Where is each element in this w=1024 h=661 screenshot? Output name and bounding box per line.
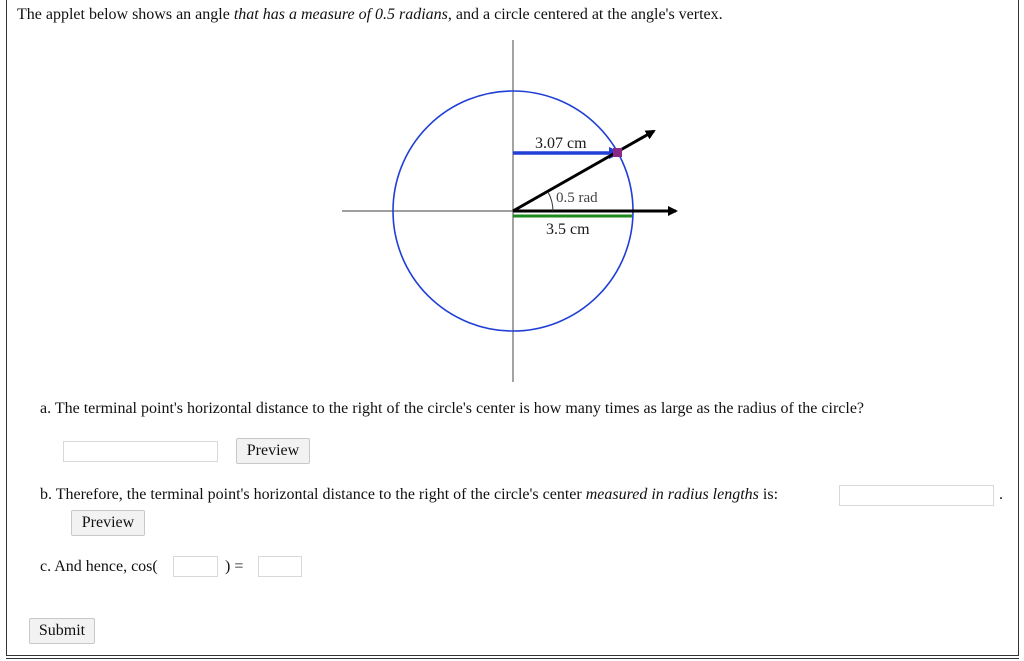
question-a-answer-input[interactable] — [63, 441, 218, 462]
submit-button[interactable]: Submit — [29, 618, 95, 644]
question-c-prefix: c. And hence, cos( — [40, 558, 158, 575]
question-c-equals: ) = — [225, 558, 244, 575]
question-b-text: b. Therefore, the terminal point's horizontal distance to the right of the circle's center measured in radius lengths is: — [40, 486, 779, 503]
question-c-angle-input[interactable] — [173, 556, 218, 577]
intro-text: The applet below shows an angle that has a measure of 0.5 radians, and a circle centered at the angle's vertex. — [17, 6, 723, 23]
question-b-preview-button[interactable]: Preview — [71, 510, 145, 536]
vertical-leg-label: 3.07 cm — [535, 135, 587, 152]
terminal-point[interactable] — [613, 148, 622, 157]
horizontal-leg-label: 3.5 cm — [546, 221, 590, 238]
bottom-divider-lower — [6, 658, 1019, 659]
question-a-text: a. The terminal point's horizontal distance to the right of the circle's center is how many times as large as the radius of the circle? — [40, 400, 865, 417]
angle-applet[interactable] — [330, 35, 690, 385]
question-c-result-input[interactable] — [258, 556, 302, 577]
question-a-preview-button[interactable]: Preview — [236, 438, 310, 464]
question-b-answer-input[interactable] — [839, 485, 994, 506]
question-b-period: . — [999, 486, 1003, 503]
angle-label: 0.5 rad — [556, 190, 598, 206]
angle-arc — [548, 192, 553, 211]
bottom-divider — [6, 655, 1019, 656]
